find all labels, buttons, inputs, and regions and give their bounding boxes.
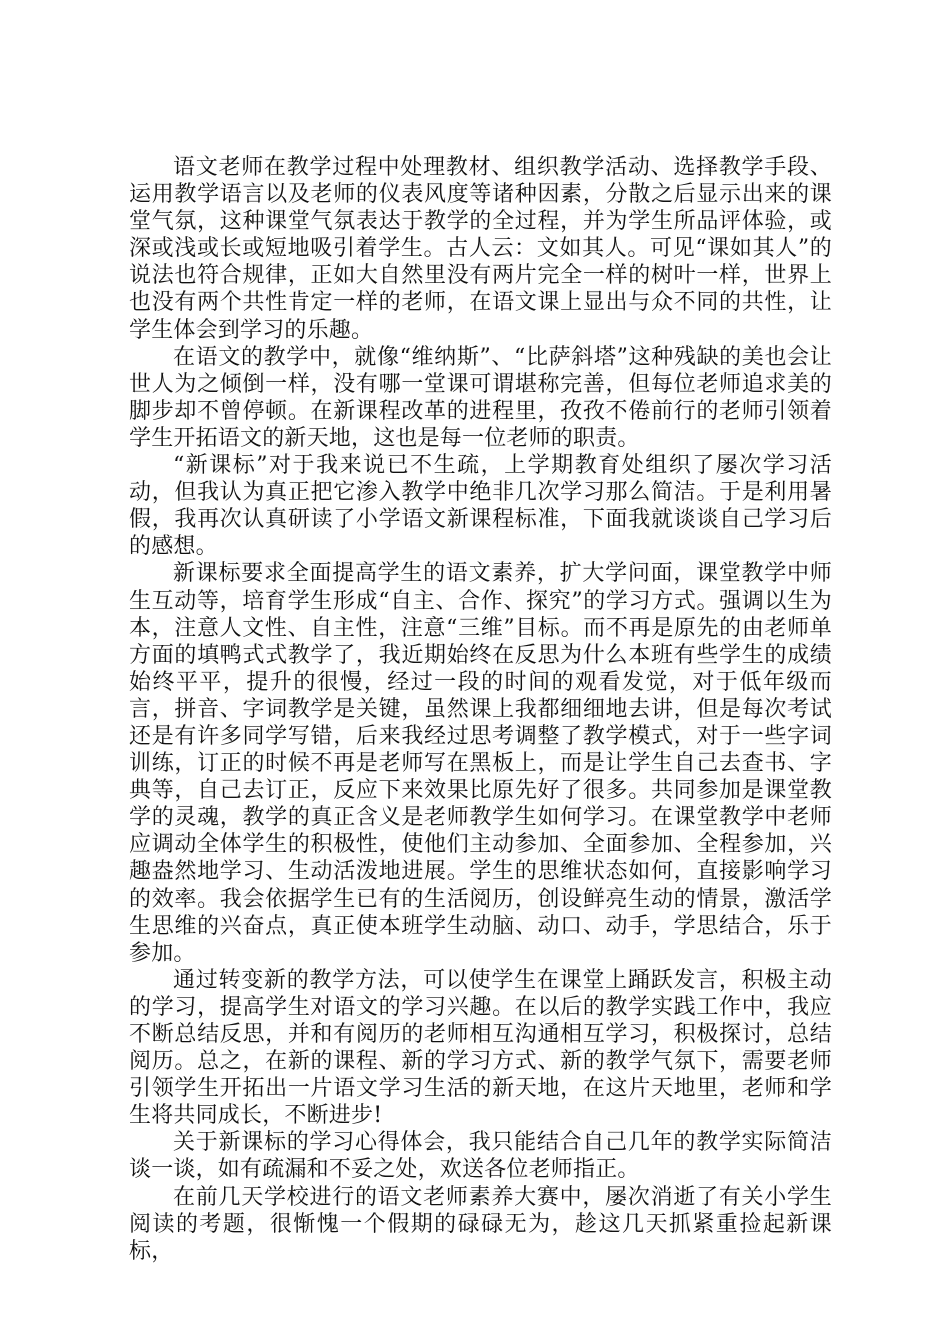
paragraph-2: 在语文的教学中，就像“维纳斯”、“比萨斜塔”这种残缺的美也会让世人为之倾倒一样，没有哪一堂课可谓堪称完善，但每位老师追求美的脚步却不曾停顿。在新课程改革的进程里，孜孜不倦前行的老师引领着学生开拓语文的新天地，这也是每一位老师的职责。 (129, 344, 832, 451)
paragraph-1: 语文老师在教学过程中处理教材、组织教学活动、选择教学手段、运用教学语言以及老师的仪表风度等诸种因素，分散之后显示出来的课堂气氛，这种课堂气氛表达于教学的全过程，并为学生所品评体验，或深或浅或长或短地吸引着学生。古人云：文如其人。可见“课如其人”的说法也符合规律，正如大自然里没有两片完全一样的树叶一样，世界上也没有两个共性肯定一样的老师，在语文课上显出与众不同的共性，让学生体会到学习的乐趣。 (129, 155, 832, 343)
paragraph-6: 关于新课标的学习心得体会，我只能结合自己几年的教学实际简洁谈一谈，如有疏漏和不妥之处，欢送各位老师指正。 (129, 1130, 832, 1183)
paragraph-4: 新课标要求全面提高学生的语文素养，扩大学问面，课堂教学中师生互动等，培育学生形成“自主、合作、探究”的学习方式。强调以生为本，注意人文性、自主性，注意“三维”目标。而不再是原先的由老师单方面的填鸭式式教学了，我近期始终在反思为什么本班有些学生的成绩始终平平，提升的很慢，经过一段的时间的观看发觉，对于低年级而言，拼音、字词教学是关键，虽然课上我都细细地去讲，但是每次考试还是有许多同学写错，后来我经过思考调整了教学模式，对于一些字词训练，订正的时候不再是老师写在黑板上，而是让学生自己去查书、字典等，自己去订正，反应下来效果比原先好了很多。共同参加是课堂教学的灵魂，教学的真正含义是老师教学生如何学习。在课堂教学中老师应调动全体学生的积极性，使他们主动参加、全面参加、全程参加，兴趣盎然地学习、生动活泼地进展。学生的思维状态如何，直接影响学习的效率。我会依据学生已有的生活阅历，创设鲜亮生动的情景，激活学生思维的兴奋点，真正使本班学生动脑、动口、动手，学思结合，乐于参加。 (129, 561, 832, 966)
paragraph-3: “新课标”对于我来说已不生疏，上学期教育处组织了屡次学习活动，但我认为真正把它渗入教学中绝非几次学习那么简洁。于是利用暑假，我再次认真研读了小学语文新课程标准，下面我就谈谈自己学习后的感想。 (129, 453, 832, 560)
paragraph-7: 在前几天学校进行的语文老师素养大赛中，屡次消逝了有关小学生阅读的考题，很惭愧一个假期的碌碌无为，趁这几天抓紧重捡起新课标， (129, 1184, 832, 1264)
paragraph-5: 通过转变新的教学方法，可以使学生在课堂上踊跃发言，积极主动的学习，提高学生对语文的学习兴趣。在以后的教学实践工作中，我应不断总结反思，并和有阅历的老师相互沟通相互学习，积极探讨，总结阅历。总之，在新的课程、新的学习方式、新的教学气氛下，需要老师引领学生开拓出一片语文学习生活的新天地，在这片天地里，老师和学生将共同成长，不断进步! (129, 967, 832, 1129)
document-body (129, 154, 832, 1265)
